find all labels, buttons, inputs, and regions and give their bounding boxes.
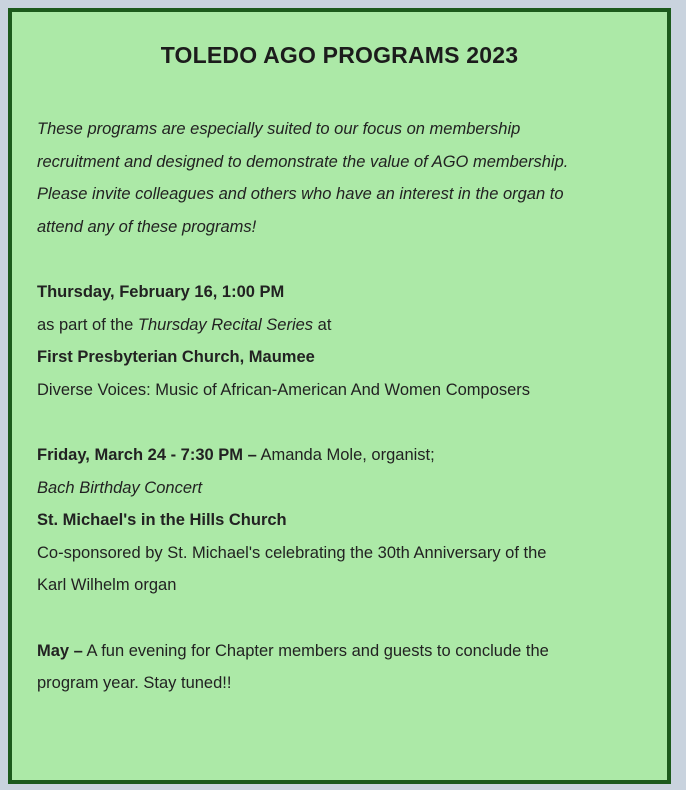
- event-date: May –: [37, 641, 83, 660]
- event-date-line: [37, 635, 657, 668]
- event-date-line: [37, 439, 657, 472]
- series-prefix: as part of the: [37, 315, 138, 334]
- series-suffix: at: [313, 315, 332, 334]
- panel-content: [37, 113, 657, 700]
- event-series-line: [37, 309, 657, 342]
- event-february: [37, 276, 657, 406]
- event-performer: Amanda Mole, organist;: [256, 445, 435, 464]
- event-date: Friday, March 24 - 7:30 PM –: [37, 445, 257, 464]
- spacer: [37, 602, 657, 635]
- event-description: Diverse Voices: Music of African-American And Women Composers: [37, 380, 531, 399]
- intro-paragraph: [37, 113, 657, 243]
- event-march: [37, 439, 657, 602]
- page-title: TOLEDO AGO PROGRAMS 2023: [160, 42, 519, 68]
- intro-line: These programs are especially suited to our focus on membership: [37, 120, 521, 138]
- event-may: [37, 635, 657, 700]
- event-description: Co-sponsored by St. Michael's celebrating the 30th Anniversary of the: [37, 543, 547, 562]
- intro-line: attend any of these programs!: [37, 217, 257, 236]
- event-venue: First Presbyterian Church, Maumee: [37, 348, 315, 367]
- intro-line: recruitment and designed to demonstrate the value of AGO membership.: [37, 152, 569, 171]
- series-name: Thursday Recital Series: [137, 315, 314, 334]
- spacer: [37, 406, 657, 439]
- event-text: program year. Stay tuned!!: [37, 674, 232, 693]
- intro-line: Please invite colleagues and others who have an interest in the organ to: [37, 185, 564, 204]
- programs-panel: [8, 8, 671, 784]
- event-venue: St. Michael's in the Hills Church: [37, 511, 287, 530]
- event-date: Thursday, February 16, 1:00 PM: [37, 282, 285, 301]
- event-text: A fun evening for Chapter members and guests to conclude the: [82, 641, 549, 660]
- event-concert-title: Bach Birthday Concert: [37, 478, 203, 497]
- spacer: [37, 243, 657, 276]
- event-description: Karl Wilhelm organ: [37, 576, 177, 595]
